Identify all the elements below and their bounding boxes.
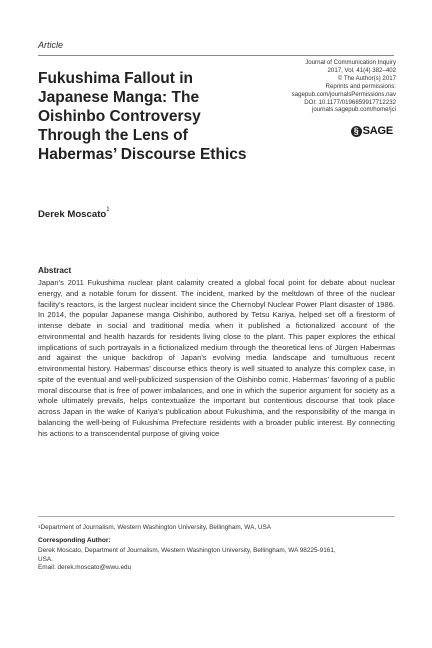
sage-mark-icon: §	[351, 126, 362, 137]
journal-name: Journal of Communication Inquiry	[305, 59, 396, 66]
permissions-link[interactable]: sagepub.com/journalsPermissions.nav	[291, 90, 396, 98]
corresponding-author-email[interactable]: Email: derek.moscato@wwu.edu	[38, 564, 132, 572]
corresponding-author-info	[38, 547, 338, 573]
abstract-heading: Abstract	[38, 266, 72, 275]
author-name: Derek Moscato	[38, 209, 107, 220]
reprints-line: Reprints and permissions:	[325, 82, 396, 90]
affil-mark: 1	[38, 524, 41, 529]
affiliation-text: Department of Journalism, Western Washington University, Bellingham, WA, USA	[40, 524, 272, 531]
sage-logo-text: SAGE	[362, 125, 393, 137]
affiliation-note	[38, 524, 271, 531]
footnote-rule	[38, 516, 395, 517]
corresponding-author-heading: Corresponding Author:	[38, 537, 111, 544]
author-affil-mark: 1	[106, 207, 110, 213]
journal-home-link[interactable]: journals.sagepub.com/home/jci	[311, 106, 396, 114]
copyright-line: © The Author(s) 2017	[337, 74, 396, 82]
sage-logo	[351, 125, 393, 137]
author-line	[38, 209, 110, 220]
abstract-text: Japan’s 2011 Fukushima nuclear plant calamity created a global focal point for debate about nuclear energy, and a notable forum for dissent. The incident, marked by the meltdown of three of the nuclear facility’s reactors, is the largest nuclear incident since the Chernobyl Nuclear Power Plant disaster of 1986. In 2014, the popular Japanese manga Oishinbo, authored by Tetsu Kariya, helped set off a firestorm of intense debate in social and traditional media when it published a fictionalized account of the environmental and health hazards for residents living close to the plant. This paper explores the ethical implications of such portrayals in a fictionalized medium through the theoretical lens of Jürgen Habermas and against the unique backdrop of Japan’s evolving media landscape and tumultuous recent environmental history. Habermas’ discourse ethics theory is well situated to analyze this complex case, in spite of the eventual and well-publicized suspension of the Oishinbo comic. Habermas’ favoring of a public moral discourse that is free of power imbalances, and one in which the superior argument for society as a whole ultimately prevails, helps contextualize the important but contentious discourse that took place across Japan in the wake of Kariya’s publication about Fukushima, and the responsibility of the manga in balancing the well-being of Fukushima Prefecture residents with a broader public interest. By connecting his actions to a transcendental purpose of giving voice	[38, 278, 395, 438]
article-title: Fukushima Fallout in Japanese Manga: The Oishinbo Controversy Through the Lens of Habermas’ Discourse Ethics	[38, 70, 247, 163]
header-rule	[38, 55, 394, 56]
doi-link[interactable]: DOI: 10.1177/0196859917712232	[304, 98, 396, 106]
journal-citation: 2017, Vol. 41(4) 382–402	[327, 66, 396, 74]
corresponding-author-address: Derek Moscato, Department of Journalism, Western Washington University, Bellingham, WA 98225-9161, USA.	[38, 547, 336, 563]
journal-meta	[246, 59, 396, 114]
article-type-label: Article	[38, 40, 64, 50]
